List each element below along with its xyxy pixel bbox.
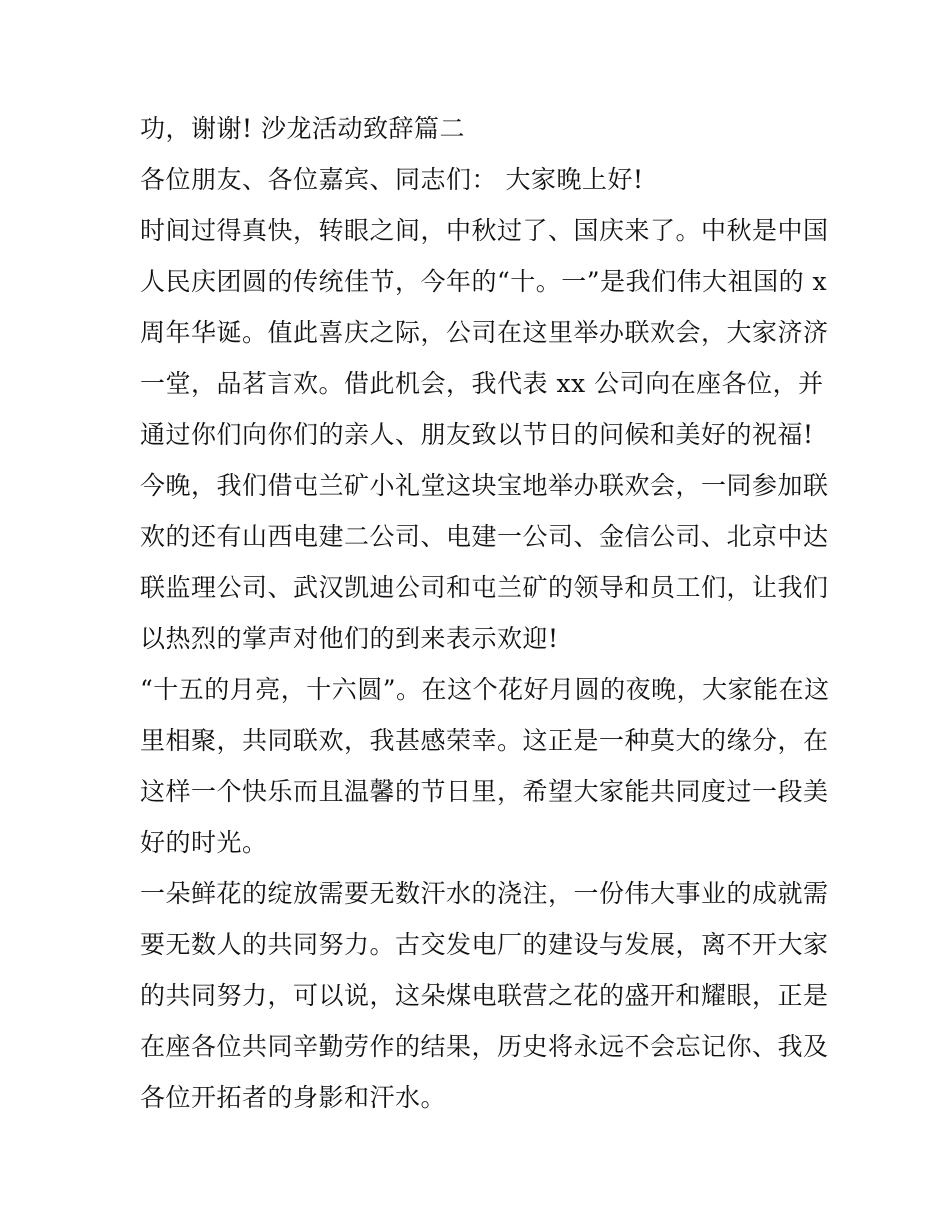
body-text (140, 107, 830, 1127)
text-line: 要无数人的共同努力。古交发电厂的建设与发展，离不开大家 (140, 930, 829, 959)
text-line: 联监理公司、武汉凯迪公司和屯兰矿的领导和员工们，让我们 (140, 573, 829, 602)
text-line: 欢的还有山西电建二公司、电建一公司、金信公司、北京中达 (140, 522, 829, 551)
text-line: 各位朋友、各位嘉宾、同志们： 大家晚上好! (140, 165, 644, 194)
text-line: 通过你们向你们的亲人、朋友致以节日的问候和美好的祝福! (140, 420, 814, 449)
text-line: 这样一个快乐而且温馨的节日里，希望大家能共同度过一段美 (140, 777, 829, 806)
text-line: 里相聚，共同联欢，我甚感荣幸。这正是一种莫大的缘分，在 (140, 726, 829, 755)
text-line: 今晚，我们借屯兰矿小礼堂这块宝地举办联欢会，一同参加联 (140, 471, 829, 500)
text-line: 人民庆团圆的传统佳节，今年的“十。一”是我们伟大祖国的 x (140, 267, 828, 296)
text-line: 在座各位共同辛勤劳作的结果，历史将永远不会忘记你、我及 (140, 1032, 829, 1061)
text-line: 功，谢谢! 沙龙活动致辞篇二 (140, 114, 465, 143)
text-line: 周年华诞。值此喜庆之际，公司在这里举办联欢会，大家济济 (140, 318, 829, 347)
text-line: 以热烈的掌声对他们的到来表示欢迎! (140, 624, 559, 653)
text-line: 一堂，品茗言欢。借此机会，我代表 xx 公司向在座各位，并 (140, 369, 824, 398)
text-line: “十五的月亮，十六圆”。在这个花好月圆的夜晚，大家能在这 (140, 675, 830, 704)
text-line: 好的时光。 (140, 828, 268, 857)
text-line: 各位开拓者的身影和汗水。 (140, 1083, 447, 1112)
text-line: 时间过得真快，转眼之间，中秋过了、国庆来了。中秋是中国 (140, 216, 829, 245)
text-line: 一朵鲜花的绽放需要无数汗水的浇注，一份伟大事业的成就需 (140, 879, 829, 908)
text-line: 的共同努力，可以说，这朵煤电联营之花的盛开和耀眼，正是 (140, 981, 829, 1010)
